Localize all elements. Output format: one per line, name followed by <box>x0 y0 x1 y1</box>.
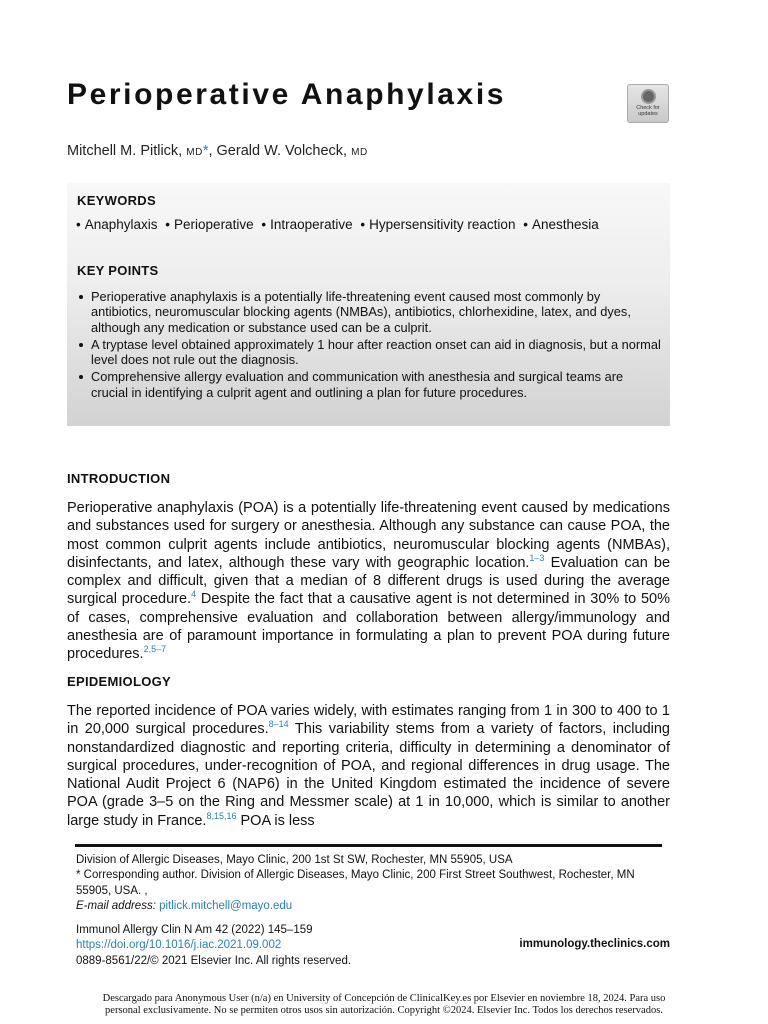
email-link[interactable]: pitlick.mitchell@mayo.edu <box>159 900 293 912</box>
text-run: This variability stems from a variety of factors, including nonstandardized diagnostic and reporting criteria, difficulty in determining a denominator of surgical procedures, under-recognition of POA, and regional differences in drug usage. The National Audit Project 6 (NAP6) in the United Kingdom estimated the incidence of severe POA (grade 3–5 on the Ring and Messmer scale) at 1 in 10,000, which is similar to another large study in France. <box>67 721 670 829</box>
disclaimer-line: personal exclusivamente. No se permiten otros usos sin autorización. Copyright ©2024. Elsevier Inc. Todos los derechos reservados. <box>105 1005 663 1016</box>
disclaimer-line: Descargado para Anonymous User (n/a) en University of Concepción de ClinicalKey.es por Elsevier en noviembre 18, 2024. Para uso <box>102 993 666 1004</box>
keywords-heading: KEYWORDS <box>77 193 156 208</box>
check-for-updates-badge[interactable] <box>627 84 669 123</box>
key-point-item: Comprehensive allergy evaluation and communication with anesthesia and surgical teams are crucial in identifying a culprit agent and outlining a plan for future procedures. <box>77 369 662 400</box>
author-degree: MD <box>186 147 203 158</box>
copyright-line: 0889-8561/22/© 2021 Elsevier Inc. All rights reserved. <box>76 955 352 967</box>
email-line <box>76 899 670 915</box>
author-name: Mitchell M. Pitlick, <box>67 143 187 159</box>
keyword: Perioperative <box>174 217 254 232</box>
badge-line-1: Check for <box>636 105 660 111</box>
author-separator: , <box>208 143 217 159</box>
email-label: E-mail address: <box>76 900 156 912</box>
key-point-item: A tryptase level obtained approximately 1 hour after reaction onset can aid in diagnosis, but a normal level does not rule out the diagnosis. <box>77 337 662 368</box>
journal-website[interactable]: immunology.theclinics.com <box>519 938 670 950</box>
introduction-heading: INTRODUCTION <box>67 471 171 486</box>
text-run: Perioperative anaphylaxis (POA) is a potentially life-threatening event caused by medications and substances used for surgery or anesthesia. Although any substance can cause POA, the most common culprit agents include antibiotics, neuromuscular blocking agents (NMBAs), disinfectants, and latex, although these vary with geographic location. <box>67 500 670 571</box>
reference-link[interactable]: 2,5–7 <box>143 644 167 655</box>
keyword: Hypersensitivity reaction <box>369 217 516 232</box>
affiliation-note: Division of Allergic Diseases, Mayo Clinic, 200 1st St SW, Rochester, MN 55905, USA <box>76 854 513 866</box>
reference-link[interactable]: 8,15,16 <box>206 810 237 821</box>
author-degree: MD <box>351 147 368 158</box>
author-name: Gerald W. Volcheck, <box>216 143 352 159</box>
keyword: Intraoperative <box>270 217 353 232</box>
text-run: Evaluation can be complex and difficult, given that a median of 8 different drugs is used during the average surgical procedure. <box>67 554 671 608</box>
badge-line-2: updates <box>638 110 658 117</box>
keyword: Anaphylaxis <box>84 217 158 232</box>
epidemiology-heading: EPIDEMIOLOGY <box>67 674 172 689</box>
text-run: POA is less <box>236 812 315 829</box>
reference-link[interactable]: 8–14 <box>268 719 289 730</box>
keywords-keypoints-box <box>67 183 670 426</box>
crossmark-icon <box>641 89 656 104</box>
download-disclaimer <box>0 993 768 1017</box>
introduction-paragraph <box>67 499 670 664</box>
article-title: Perioperative Anaphylaxis <box>67 78 507 111</box>
text-run: The reported incidence of POA varies widely, with estimates ranging from 1 in 300 to 400 to 1 in 20,000 surgical procedures. <box>67 703 670 738</box>
footnote-divider <box>75 844 662 847</box>
keyword: Anesthesia <box>531 217 599 232</box>
doi-link[interactable]: https://doi.org/10.1016/j.iac.2021.09.002 <box>76 939 282 951</box>
key-points-list <box>77 289 662 402</box>
author-list <box>67 143 368 159</box>
reference-link[interactable]: 1–3 <box>529 553 545 564</box>
corresponding-author-note: * Corresponding author. Division of Allergic Diseases, Mayo Clinic, 200 First Street Southwest, Rochester, MN 55905, USA. , <box>76 869 635 897</box>
keywords-list: • Anaphylaxis • Perioperative • Intraoperative • Hypersensitivity reaction • Anesthesia <box>76 217 599 232</box>
key-points-heading: KEY POINTS <box>77 263 159 278</box>
key-point-item: Perioperative anaphylaxis is a potentially life-threatening event caused most commonly by antibiotics, neuromuscular blocking agents (NMBAs), antibiotics, chlorhexidine, latex, and dyes, although any medication or substance used can be a culprit. <box>77 289 662 335</box>
epidemiology-paragraph <box>67 702 670 830</box>
reference-link[interactable]: 4 <box>191 589 197 600</box>
text-run: Despite the fact that a causative agent is not determined in 30% to 50% of cases, comprehensive evaluation and collaboration between allergy/immunology and anesthesia are of paramount importance in formulating a plan to prevent POA during future procedures. <box>67 591 670 663</box>
journal-citation: Immunol Allergy Clin N Am 42 (2022) 145–159 <box>76 924 313 936</box>
corresponding-author-marker[interactable]: * <box>202 143 209 159</box>
